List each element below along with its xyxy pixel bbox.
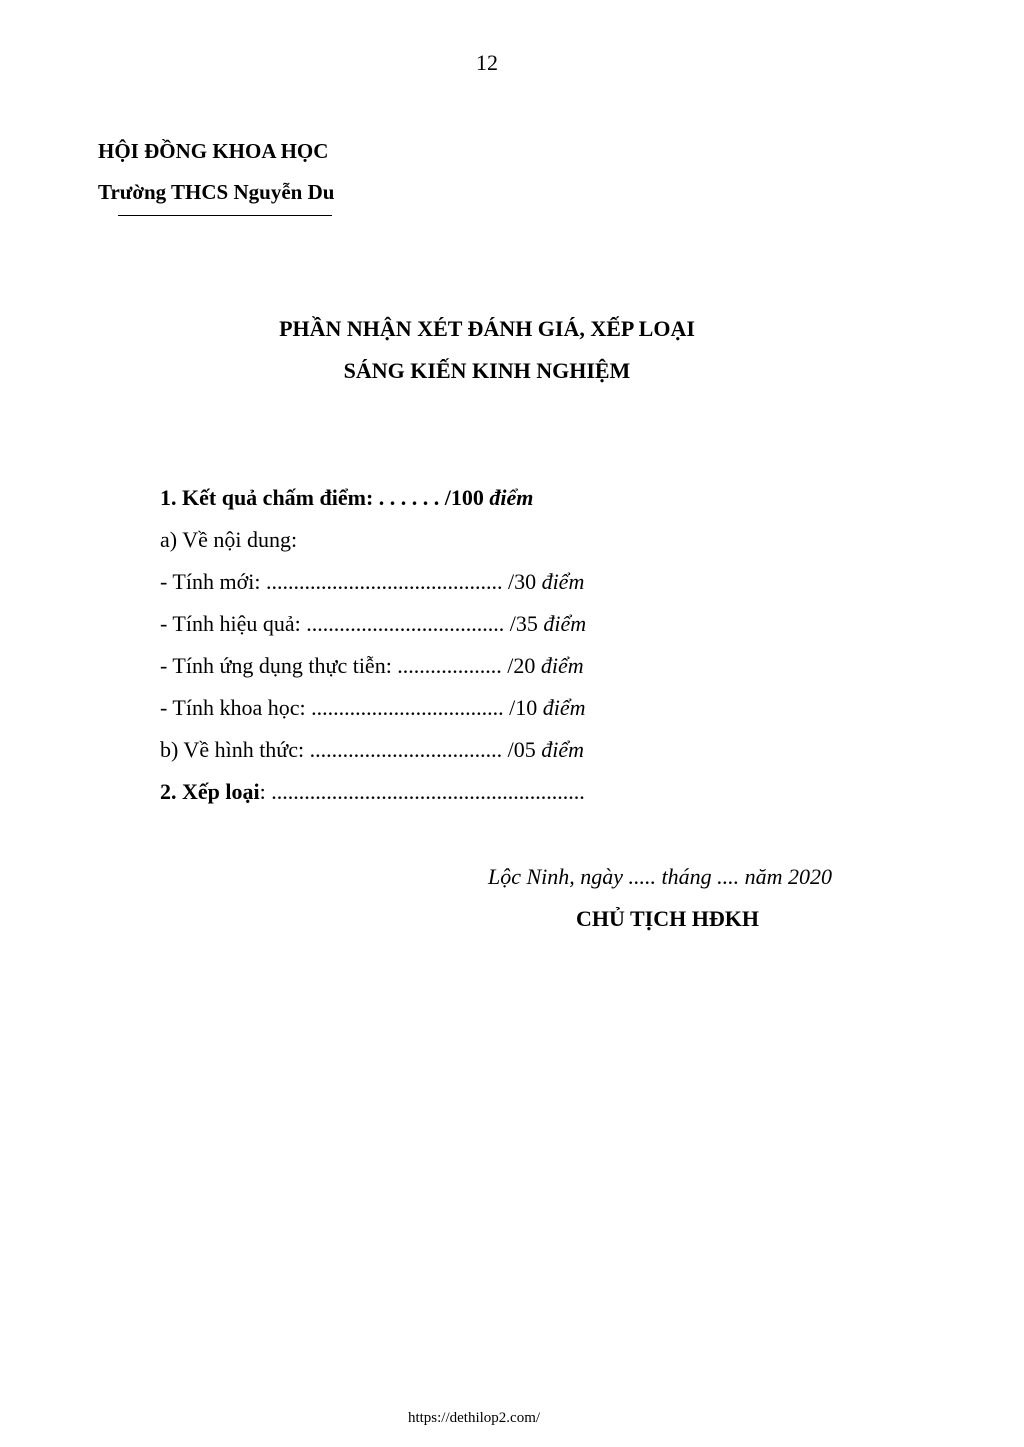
header-divider — [118, 215, 332, 216]
criterion-row — [160, 569, 584, 595]
criterion-label: b) Về hình thức: ................................... /05 — [160, 737, 536, 762]
criterion-unit: điểm — [542, 695, 586, 720]
criterion-label: - Tính hiệu quả: .................................... /35 — [160, 611, 538, 636]
footer-url: https://dethilop2.com/ — [407, 1410, 541, 1426]
place-date: Lộc Ninh, ngày ..... tháng .... năm 2020 — [488, 864, 833, 889]
document-title-line-1: PHẦN NHẬN XÉT ĐÁNH GIÁ, XẾP LOẠI — [279, 316, 695, 341]
classification-row — [160, 779, 585, 805]
criterion-unit: điểm — [541, 737, 584, 762]
content-subheading: a) Về nội dung: — [160, 527, 298, 552]
score-result-heading — [160, 485, 533, 511]
criterion-row — [160, 653, 584, 679]
criterion-row — [160, 611, 586, 637]
chair-title: CHỦ TỊCH HĐKH — [576, 906, 759, 931]
criterion-row — [160, 695, 586, 721]
document-title-line-2: SÁNG KIẾN KINH NGHIỆM — [343, 358, 631, 383]
criterion-unit: điểm — [540, 653, 584, 678]
school-name: Trường THCS Nguyễn Du — [98, 180, 335, 204]
classification-dots: : ......................................................... — [259, 779, 585, 804]
score-result-label: 1. Kết quả chấm điểm: . . . . . . /100 — [160, 485, 484, 510]
organization-name: HỘI ĐỒNG KHOA HỌC — [98, 139, 329, 163]
criterion-row — [160, 737, 584, 763]
criterion-label: - Tính khoa học: ................................... /10 — [160, 695, 538, 720]
classification-label: 2. Xếp loại — [160, 779, 260, 804]
criterion-label: - Tính mới: ........................................... /30 — [160, 569, 537, 594]
score-result-unit: điểm — [489, 485, 534, 510]
criterion-unit: điểm — [543, 611, 587, 636]
criterion-label: - Tính ứng dụng thực tiễn: ................... /20 — [160, 653, 536, 678]
criterion-unit: điểm — [541, 569, 585, 594]
page-number: 12 — [476, 50, 498, 75]
